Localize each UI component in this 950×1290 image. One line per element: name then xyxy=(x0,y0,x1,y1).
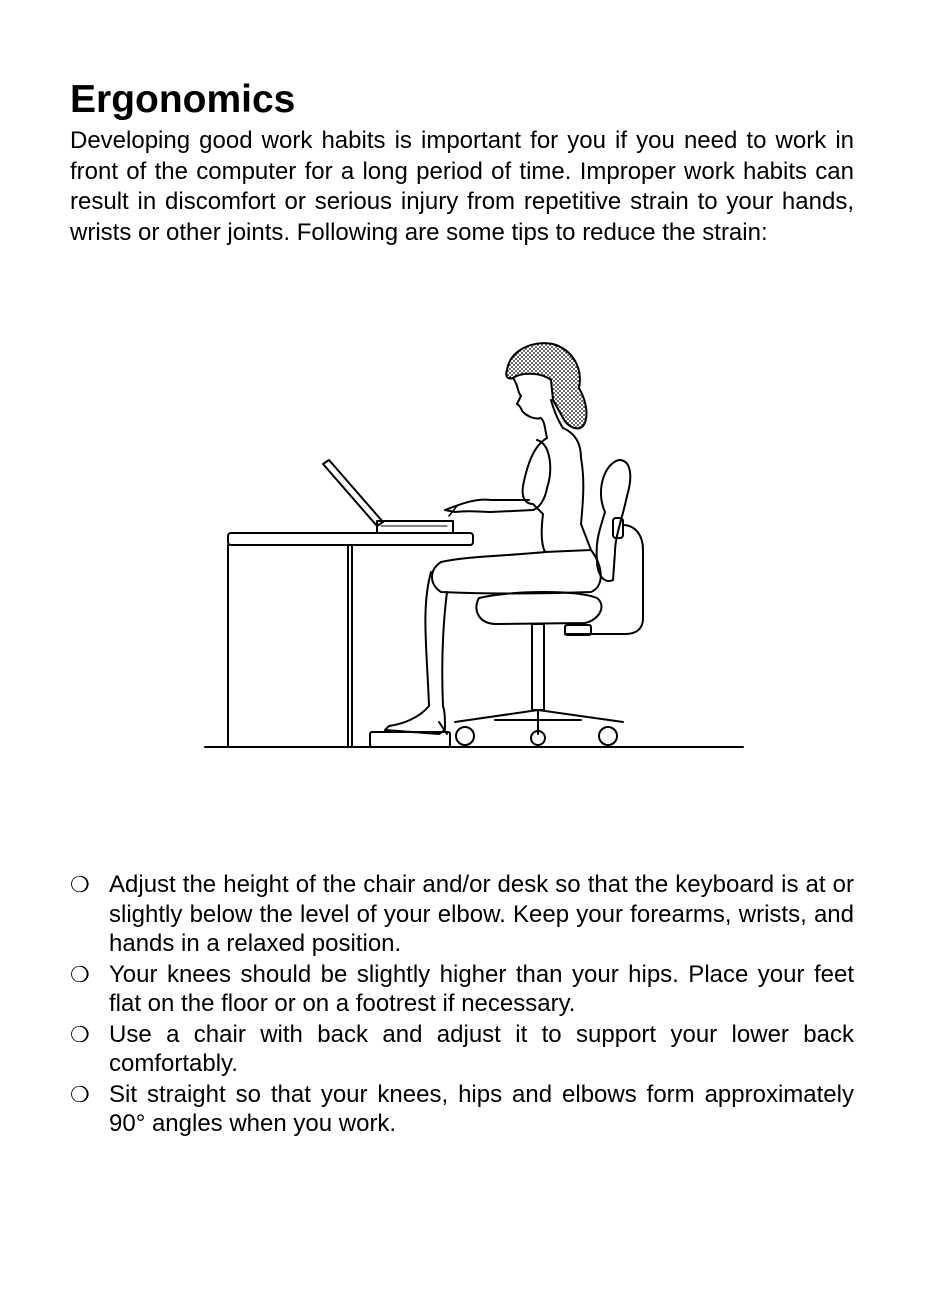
circle-bullet-icon: ❍ xyxy=(70,872,90,897)
list-item xyxy=(70,1020,854,1079)
tip-text: Sit straight so that your knees, hips and elbows form approximately 90° angles when you work. xyxy=(109,1080,854,1137)
tip-text: Adjust the height of the chair and/or desk so that the keyboard is at or slightly below the level of your elbow. Keep your forearms, wrists, and hands in a relaxed position. xyxy=(109,871,854,957)
tip-text: Use a chair with back and adjust it to support your lower back comfortably. xyxy=(109,1020,854,1077)
intro-paragraph: Developing good work habits is important for you if you need to work in front of the computer for a long period of time. Improper work habits can result in discomfort or serious injury from repetitive strain to your hands, wrists or other joints. Following are some tips to reduce the strain: xyxy=(70,127,854,246)
tip-text: Your knees should be slightly higher than your hips. Place your feet flat on the floor or on a footrest if necessary. xyxy=(109,960,854,1017)
tips-list xyxy=(70,870,854,1140)
list-item xyxy=(70,1080,854,1139)
ergonomics-illustration xyxy=(195,330,755,760)
circle-bullet-icon: ❍ xyxy=(70,961,90,987)
office-chair-icon xyxy=(455,460,643,745)
list-item xyxy=(70,870,854,959)
laptop-icon xyxy=(323,460,453,533)
page-title: Ergonomics xyxy=(70,78,296,121)
list-item xyxy=(70,960,854,1019)
circle-bullet-icon: ❍ xyxy=(70,1081,90,1107)
seated-woman-figure xyxy=(385,343,601,734)
circle-bullet-icon: ❍ xyxy=(70,1021,90,1047)
